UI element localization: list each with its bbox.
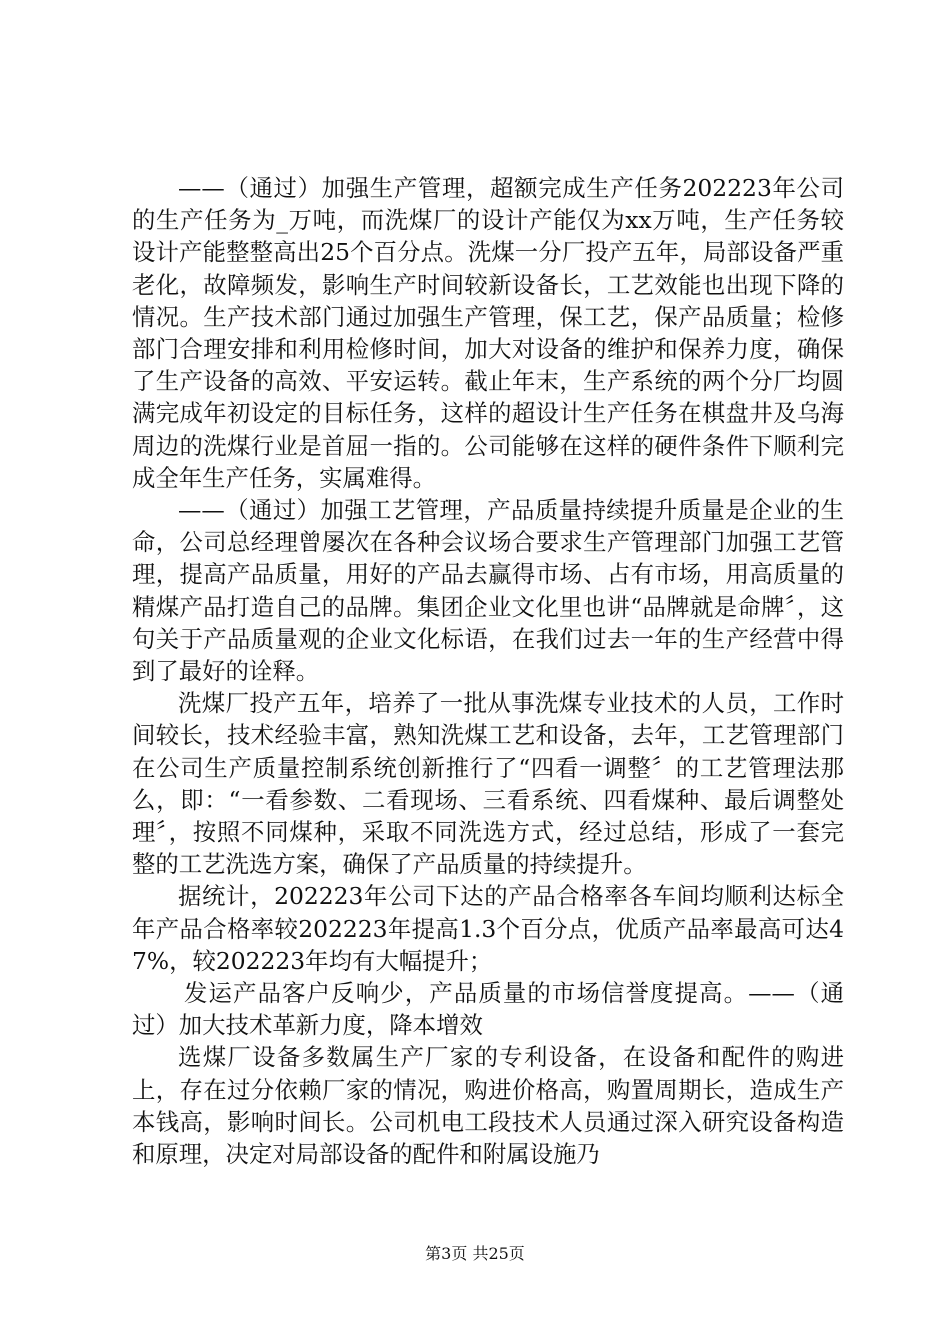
paragraph-equipment: 选煤厂设备多数属生产厂家的专利设备，在设备和配件的购进上，存在过分依赖厂家的情况，购进价格高，购置周期长，造成生产本钱高，影响时间长。公司机电工段技术人员通过深入研究设备构造和原理，决定对局部设备的配件和附属设施乃 [132,1043,844,1169]
paragraph-technical-staff: 洗煤厂投产五年，培养了一批从事洗煤专业技术的人员，工作时间较长，技术经验丰富，熟知洗煤工艺和设备，去年，工艺管理部门在公司生产质量控制系统创新推行了“四看一调整〞的工艺管理法那么，即：“一看参数、二看现场、三看系统、四看煤种、最后调整处理〞，按照不同煤种，采取不同洗选方式，经过总结，形成了一套完整的工艺洗选方案，确保了产品质量的持续提升。 [132,689,844,879]
paragraph-customer-feedback: 发运产品客户反响少，产品质量的市场信誉度提高。——（通过）加大技术革新力度，降本增效 [132,979,844,1040]
document-body [132,172,844,1170]
paragraph-production-management: ——（通过）加强生产管理，超额完成生产任务202223年公司的生产任务为_万吨，而洗煤厂的设计产能仅为xx万吨，生产任务较设计产能整整高出25个百分点。洗煤一分厂投产五年，局部设备严重老化，故障频发，影响生产时间较新设备长，工艺效能也出现下降的情况。生产技术部门通过加强生产管理，保工艺，保产品质量；检修部门合理安排和利用检修时间，加大对设备的维护和保养力度，确保了生产设备的高效、平安运转。截止年末，生产系统的两个分厂均圆满完成年初设定的目标任务，这样的超设计生产任务在棋盘井及乌海周边的洗煤行业是首屈一指的。公司能够在这样的硬件条件下顺利完成全年生产任务，实属难得。 [132,174,844,492]
page-number-footer: 第3页 共25页 [425,1244,525,1263]
paragraph-process-management: ——（通过）加强工艺管理，产品质量持续提升质量是企业的生命，公司总经理曾屡次在各种会议场合要求生产管理部门加强工艺管理，提高产品质量，用好的产品去赢得市场、占有市场，用高质量的精煤产品打造自己的品牌。集团企业文化里也讲“品牌就是命牌〞，这句关于产品质量观的企业文化标语，在我们过去一年的生产经营中得到了最好的诠释。 [132,496,844,686]
paragraph-statistics: 据统计，202223年公司下达的产品合格率各车间均顺利达标全年产品合格率较202223年提高1.3个百分点，优质产品率最高可达47%，较202223年均有大幅提升； [132,882,844,975]
